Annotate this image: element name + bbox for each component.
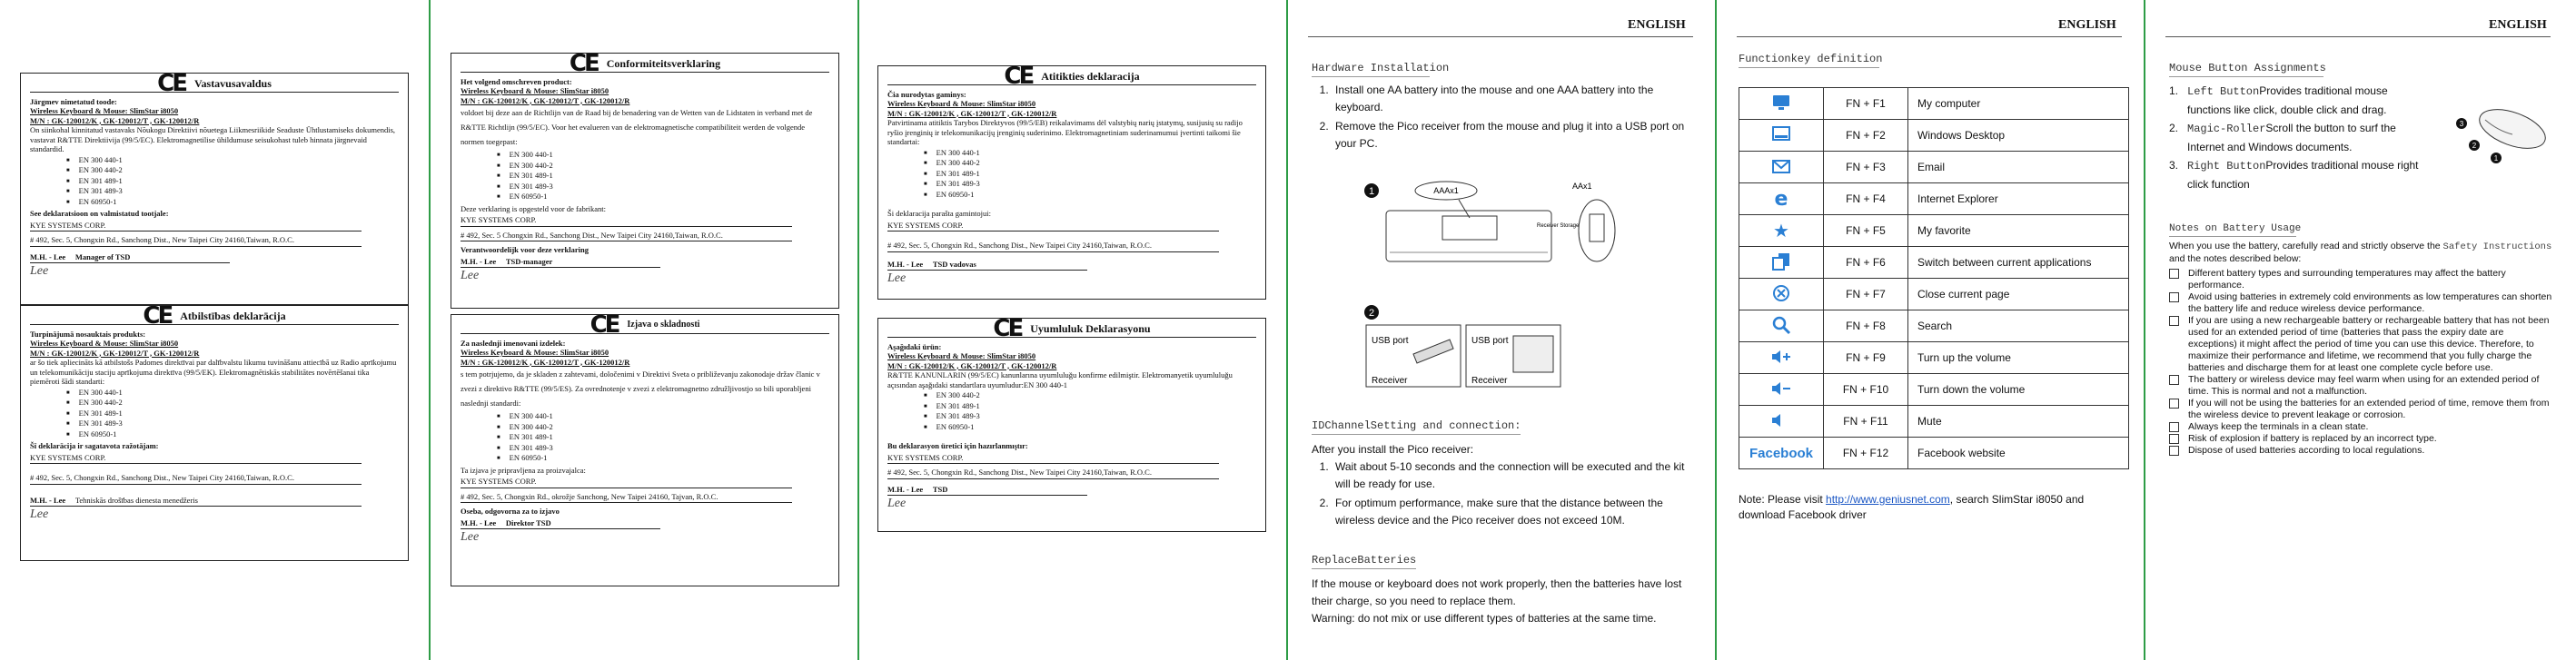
mute-icon: [1739, 406, 1824, 438]
company-address: # 492, Sec. 5, Chongxin Rd., okrožje Sanchong, New Taipei 24160, Tajvan, R.O.C.: [461, 492, 792, 504]
list-item: [2169, 398, 2554, 421]
signer-role: Manager of TSD: [74, 251, 131, 261]
internet-explorer-icon: [1739, 183, 1824, 215]
callout-number: 1: [2493, 154, 2499, 163]
function-description: My computer: [1908, 88, 2129, 120]
product-label: Čia nurodytas gaminys:: [887, 89, 966, 99]
list-item: [2169, 445, 2554, 457]
email-icon: [1739, 152, 1824, 183]
standard-item: ■ EN 300 440-2: [497, 422, 829, 433]
battery-note: If you will not be using the batteries for an extended period of time, remove them from the wireless device to prevent leakage or corrosion.: [2188, 398, 2550, 420]
button-name: Right Button: [2187, 160, 2266, 172]
function-key: FN + F1: [1824, 88, 1908, 120]
signature: Lee: [30, 507, 49, 521]
mouse-body-illustration: [2474, 102, 2551, 156]
standards-list: [497, 411, 829, 464]
function-key: FN + F6: [1824, 247, 1908, 279]
figure-number: 2: [1368, 308, 1375, 319]
company-address: # 492, Sec. 5, Chongxin Rd., Sanchong Dist., New Taipei City 24160,Taiwan, R.O.C.: [887, 468, 1219, 479]
panel-divider: [1715, 0, 1717, 660]
figure-number: 1: [1368, 186, 1375, 197]
function-key-table: [1739, 87, 2129, 469]
list-item: [2169, 433, 2554, 445]
ce-mark-icon: CE: [590, 311, 619, 339]
declaration-latvian: [20, 302, 409, 561]
function-description: Turn down the volume: [1908, 374, 2129, 406]
table-row: [1739, 279, 2129, 310]
declaration-title: Conformiteitsverklaring: [606, 57, 721, 70]
switch-app-icon: [1739, 247, 1824, 279]
mouse-diagram: [2452, 98, 2554, 171]
manufacturer-label: Ta izjava je pripravljena za proizvajalca:: [461, 465, 586, 475]
declaration-lithuanian: [877, 65, 1266, 300]
function-description: My favorite: [1908, 215, 2129, 247]
list-item: [2169, 268, 2554, 291]
connection-section: [1312, 441, 1693, 531]
signer-role: Tehniskās drošības dienesta menedžeris: [74, 495, 198, 505]
company-address: # 492, Sec. 5 Chongxin Rd., Sanchong Dist., New Taipei City 24160,Taiwan, R.O.C.: [461, 231, 792, 242]
function-key: FN + F10: [1824, 374, 1908, 406]
table-row: [1739, 215, 2129, 247]
standard-item: ■ EN 301 489-1: [924, 169, 1256, 180]
standard-item: ■ EN 300 440-2: [924, 158, 1256, 169]
standard-item: ■ EN 300 440-1: [66, 155, 399, 166]
function-description: Email: [1908, 152, 2129, 183]
function-description: Facebook website: [1908, 438, 2129, 469]
section-heading-mouse-buttons: Mouse Button Assignments: [2169, 62, 2326, 74]
company-name: KYE SYSTEMS CORP.: [30, 453, 362, 465]
desktop-icon: [1739, 120, 1824, 152]
ce-mark-icon: CE: [143, 302, 172, 330]
standard-item: ■ EN 300 440-2: [497, 161, 829, 172]
battery-note: If you are using a new rechargeable battery or rechargeable battery that has not been used for an extended period of time (batteries that pass the expiry date are exceptions) it might affect the period of time you can use this device. Therefore, to maximize their performance and lifetime, we recommend that you fully charge the batteries and discharge them for at least one complete cycle before use.: [2188, 315, 2550, 373]
standard-item: ■ EN 60950-1: [924, 422, 1256, 433]
product-label: Za naslednji imenovani izdelek:: [461, 338, 566, 348]
receiver-label: Receiver: [1372, 376, 1408, 386]
standard-item: ■ EN 300 440-2: [66, 165, 399, 176]
svg-text:★: ★: [1773, 219, 1789, 240]
company-address: # 492, Sec. 5, Chongxin Rd., Sanchong Dist., New Taipei City 24160,Taiwan, R.O.C.: [30, 473, 362, 485]
signer-role: TSD: [932, 484, 948, 494]
connection-step: 2. For optimum performance, make sure that the distance between the wireless device and the Pico receiver does not exceed 10M.: [1332, 495, 1693, 529]
checkbox-icon: [2169, 292, 2179, 302]
product-label: Turpinājumā nosauktais produkts:: [30, 329, 146, 339]
standard-item: ■ EN 301 489-3: [924, 411, 1256, 422]
function-key: FN + F11: [1824, 406, 1908, 438]
standard-item: ■ EN 300 440-2: [66, 398, 399, 409]
battery-compartment: [1442, 216, 1497, 240]
product-name: Wireless Keyboard & Mouse: SlimStar i8050: [30, 339, 179, 348]
product-name: Wireless Keyboard & Mouse: SlimStar i8050: [461, 86, 609, 95]
responsible-label: Verantwoordelijk voor deze verklaring: [461, 245, 589, 254]
signer-role: TSD-manager: [505, 256, 553, 266]
battery-note: Different battery types and surrounding temperatures may affect the battery performance.: [2188, 268, 2506, 291]
declaration-body: R&TTE KANUNLARIN (99/5/EC) kanunlarına uyumluluğu konfirme edilmiştir. Elektromanyetik uyumluluğu açısından aşağıdaki standartlara uyumludur:EN 300 440-1: [887, 370, 1233, 389]
callout-number: 2: [2472, 142, 2477, 150]
product-label: Järgmev nimetatud toode:: [30, 96, 117, 106]
manufacturer-label: Šī deklarācija ir sagatavota ražotājam:: [30, 441, 159, 450]
standard-item: ■ EN 301 489-1: [497, 432, 829, 443]
pc-side-illustration: [1513, 336, 1553, 372]
battery-intro: When you use the battery, carefully read and strictly observe the: [2169, 241, 2443, 251]
install-step: 1. Install one AA battery into the mouse and one AAA battery into the keyboard.: [1332, 82, 1693, 116]
battery-warning: Warning: do not mix or use different types of batteries at the same time.: [1312, 612, 1657, 625]
standard-item: ■ EN 60950-1: [497, 192, 829, 202]
function-key: FN + F5: [1824, 215, 1908, 247]
button-name: Left Button: [2187, 85, 2260, 98]
function-description: Search: [1908, 310, 2129, 342]
replace-batteries-text: If the mouse or keyboard does not work properly, then the batteries have lost their charge, so you need to replace them.: [1312, 577, 1682, 607]
standard-item: ■ EN 301 489-1: [66, 176, 399, 187]
standards-list: [924, 148, 1256, 201]
close-page-icon: [1739, 279, 1824, 310]
signer-name: M.H. - Lee: [461, 256, 497, 266]
function-description: Mute: [1908, 406, 2129, 438]
battery-notes: [2169, 241, 2554, 457]
model-number: M/N : GK-120012/K , GK-120012/T , GK-120012/R: [30, 348, 200, 358]
signer-name: M.H. - Lee: [461, 517, 497, 527]
section-heading-function-keys: Functionkey definition: [1739, 53, 1883, 65]
manufacturer-label: Ši deklaracija parašta gamintojui:: [887, 209, 992, 218]
ce-mark-icon: CE: [569, 50, 598, 77]
function-key: FN + F4: [1824, 183, 1908, 215]
declaration-body: s tem potrjujemo, da je skladen z zahtevami, določenimi v Direktivi Sveta o približevanju zakonodaje držav članic v zvezi z direktivo R&TTE (99/5/ES). Za ovrednotenje v zvezi z elektromagnetno združljivostjo so bili uporabljeni naslednji standardi:: [461, 369, 820, 408]
signature: Lee: [30, 264, 49, 278]
company-name: KYE SYSTEMS CORP.: [887, 221, 1219, 232]
section-heading-hardware-installation: Hardware Installation: [1312, 62, 1450, 74]
declaration-turkish: [877, 315, 1266, 532]
note-suffix: , search SlimStar i8050 and download Facebook driver: [1739, 493, 2085, 521]
declaration-body: Patvirtinama atitiktis Tarybos Direktyvos (99/5/EB) reikalavimams dėl valstybių narių įstatymų, susijusių su radijo ryšio įrenginių ir telekomunikacijų įrenginių suderinimo. Elektromagnetiniam suderinamumui įvertinti taikomi šie standartai:: [887, 118, 1243, 146]
laptop-side-illustration: [1413, 340, 1453, 363]
table-row: [1739, 342, 2129, 374]
standard-item: ■ EN 300 440-1: [66, 388, 399, 399]
svg-text:e: e: [1774, 187, 1788, 208]
replace-batteries-section: [1312, 576, 1693, 627]
company-name: KYE SYSTEMS CORP.: [30, 221, 362, 232]
battery-note: Always keep the terminals in a clean state.: [2188, 421, 2369, 432]
standards-list: [497, 150, 829, 202]
battery-installation-figure: [1359, 178, 1631, 278]
declaration-body: On siinkohal kinnitatud vastavaks Nõukogu Direktiivi nõuetega Liikmesriikide Seadustе Ühtlustamiseks dokumendis, vastavat R&TTE Direktiivija (99/5/EC). Elektromagnetilise ühildumuse seisukohast tuleb hinnata järgnevaid standardid.: [30, 125, 396, 153]
standard-item: ■ EN 301 489-1: [924, 401, 1256, 412]
facebook-icon: [1739, 438, 1824, 469]
receiver-label: Receiver: [1471, 376, 1508, 386]
usb-port-label: USB port: [1372, 336, 1409, 346]
panel-divider: [857, 0, 859, 660]
model-number: M/N : GK-120012/K , GK-120012/T , GK-120012/R: [461, 95, 630, 105]
table-row: [1739, 183, 2129, 215]
callout-number: 3: [2459, 120, 2464, 128]
declaration-title: Vastavusavaldus: [193, 77, 272, 90]
standard-item: ■ EN 300 440-1: [924, 148, 1256, 159]
note-prefix: Note: Please visit: [1739, 493, 1827, 506]
function-key: FN + F12: [1824, 438, 1908, 469]
product-name: Wireless Keyboard & Mouse: SlimStar i8050: [887, 351, 1036, 360]
model-number: M/N : GK-120012/K , GK-120012/T , GK-120012/R: [887, 108, 1057, 118]
product-name: Wireless Keyboard & Mouse: SlimStar i8050: [887, 99, 1036, 108]
function-description: Windows Desktop: [1908, 120, 2129, 152]
standard-item: ■ EN 60950-1: [66, 197, 399, 208]
usb-port-label: USB port: [1471, 336, 1509, 346]
model-number: M/N : GK-120012/K , GK-120012/T , GK-120012/R: [30, 115, 200, 125]
facebook-driver-note: [1739, 492, 2120, 523]
search-icon: [1739, 310, 1824, 342]
battery-note: Risk of explosion if battery is replaced by an incorrect type.: [2188, 433, 2437, 444]
table-row: [1739, 120, 2129, 152]
table-row: [1739, 152, 2129, 183]
ce-mark-icon: CE: [157, 70, 185, 97]
mouse-illustration: [1579, 200, 1615, 261]
standard-item: ■ EN 301 489-3: [66, 419, 399, 429]
connection-step: 1. Wait about 5-10 seconds and the connection will be executed and the kit will be ready for use.: [1332, 458, 1693, 493]
standard-item: ■ EN 300 440-1: [497, 150, 829, 161]
standard-item: ■ EN 301 489-3: [924, 179, 1256, 190]
product-label: Het volgend omschreven product:: [461, 76, 572, 86]
standard-item: ■ EN 301 489-3: [497, 182, 829, 192]
standard-item: ■ EN 301 489-3: [66, 186, 399, 197]
table-row: [1739, 406, 2129, 438]
facebook-logo-text: Facebook: [1749, 445, 1814, 461]
product-label: Aşağıdaki ürün:: [887, 341, 942, 351]
signer-name: M.H. - Lee: [30, 251, 66, 261]
battery-intro-end: and the notes described below:: [2169, 253, 2302, 264]
signature: Lee: [461, 269, 480, 282]
battery-note: Avoid using batteries in extremely cold environments as low temperatures can shorten the battery life and reduce wireless device performance.: [2188, 291, 2552, 314]
signer-name: M.H. - Lee: [30, 495, 66, 505]
model-number: M/N : GK-120012/K , GK-120012/T , GK-120012/R: [461, 357, 630, 367]
language-label: ENGLISH: [2489, 18, 2547, 32]
safety-instructions-ref: Safety Instructions: [2442, 241, 2552, 252]
function-description: Turn up the volume: [1908, 342, 2129, 374]
checkbox-icon: [2169, 446, 2179, 456]
table-row: [1739, 374, 2129, 406]
product-name: Wireless Keyboard & Mouse: SlimStar i8050: [461, 348, 609, 357]
signature: Lee: [461, 530, 480, 544]
standard-item: ■ EN 301 489-1: [497, 171, 829, 182]
declaration-title: Atbilstības deklarācija: [180, 310, 286, 322]
language-label: ENGLISH: [1628, 18, 1686, 32]
responsible-label: Oseba, odgovorna za to izjavo: [461, 507, 560, 516]
list-item: 3. Right ButtonProvides traditional mouse right click function: [2169, 159, 2419, 191]
favorite-star-icon: [1739, 215, 1824, 247]
function-description: Close current page: [1908, 279, 2129, 310]
signer-role: TSD vadovas: [932, 259, 976, 269]
checkbox-icon: [2169, 269, 2179, 279]
mouse-button-list: [2169, 82, 2432, 193]
company-address: # 492, Sec. 5, Chongxin Rd., Sanchong Dist., New Taipei City 24160,Taiwan, R.O.C.: [887, 241, 1219, 252]
standards-list: [66, 388, 399, 440]
declaration-dutch: [451, 50, 839, 309]
standard-item: ■ EN 301 489-1: [66, 409, 399, 419]
section-heading-replace-batteries: ReplaceBatteries: [1312, 554, 1417, 566]
keyboard-illustration: [1386, 211, 1551, 261]
checkbox-icon: [2169, 399, 2179, 409]
table-row: [1739, 438, 2129, 469]
standard-item: ■ EN 301 489-3: [497, 443, 829, 454]
table-row: [1739, 247, 2129, 279]
volume-down-icon: [1739, 374, 1824, 406]
list-item: [2169, 374, 2554, 398]
standard-item: ■ EN 60950-1: [66, 429, 399, 440]
aaa-battery-label: AAAx1: [1433, 186, 1459, 195]
checkbox-icon: [2169, 422, 2179, 432]
function-key: FN + F2: [1824, 120, 1908, 152]
standards-list: [924, 390, 1256, 432]
language-label: ENGLISH: [2058, 18, 2116, 32]
signature: Lee: [887, 271, 907, 285]
declaration-title: Uyumluluk Deklarasyonu: [1030, 322, 1151, 335]
signer-name: M.H. - Lee: [887, 484, 924, 494]
install-step: 2. Remove the Pico receiver from the mouse and plug it into a USB port on your PC.: [1332, 118, 1693, 153]
list-item: 2. Magic-RollerScroll the button to surf the Internet and Windows documents.: [2169, 122, 2396, 153]
manufacturer-label: Deze verklaring is opgesteld voor de fabrikant:: [461, 203, 607, 213]
company-name: KYE SYSTEMS CORP.: [887, 453, 1219, 465]
panel-divider: [1286, 0, 1288, 660]
list-item: 1. Left ButtonProvides traditional mouse functions like click, double click and drag.: [2169, 84, 2388, 116]
model-number: M/N : GK-120012/K , GK-120012/T , GK-120012/R: [887, 360, 1057, 370]
install-steps: [1312, 82, 1693, 154]
button-description: Provides traditional mouse functions like click, double click and drag.: [2187, 84, 2388, 116]
signature: Lee: [887, 497, 907, 510]
list-item: [2169, 421, 2554, 433]
standard-item: ■ EN 300 440-2: [924, 390, 1256, 401]
manufacturer-label: Bu deklarasyon üretici için hazırlanmıştır:: [887, 441, 1028, 450]
volume-up-icon: [1739, 342, 1824, 374]
list-item: [2169, 315, 2554, 374]
checkbox-icon: [2169, 316, 2179, 326]
checkbox-icon: [2169, 375, 2179, 385]
ce-mark-icon: CE: [993, 315, 1022, 342]
company-name: KYE SYSTEMS CORP.: [461, 215, 792, 227]
signer-role: Direktor TSD: [505, 517, 551, 527]
button-description: Provides traditional mouse right click function: [2187, 159, 2419, 191]
function-description: Switch between current applications: [1908, 247, 2129, 279]
declaration-slovenian: [451, 311, 839, 586]
company-address: # 492, Sec. 5, Chongxin Rd., Sanchong Dist., New Taipei City 24160,Taiwan, R.O.C.: [30, 235, 362, 247]
standard-item: ■ EN 60950-1: [924, 190, 1256, 201]
signer-name: M.H. - Lee: [887, 259, 924, 269]
declaration-body: voldoet bij deze aan de Richtlijn van de Raad bij de benadering van de Wetten van de Lidstaten in verband met de R&TTE Richtlijn (99/5/EC). Voor het evalueren van de elektromagnetische compatibiliteit werden de volgende normen toegepast:: [461, 108, 813, 146]
connection-intro: After you install the Pico receiver:: [1312, 443, 1474, 456]
table-row: [1739, 310, 2129, 342]
product-name: Wireless Keyboard & Mouse: SlimStar i8050: [30, 106, 179, 115]
table-row: [1739, 88, 2129, 120]
manufacturer-label: See deklaratsioon on valmistatud tootjale:: [30, 209, 169, 218]
usb-plug-figure: [1359, 300, 1577, 390]
ce-mark-icon: CE: [1004, 63, 1033, 90]
declaration-estonian: [20, 70, 409, 305]
computer-icon: [1739, 88, 1824, 120]
panel-divider: [2144, 0, 2145, 660]
checkbox-icon: [2169, 434, 2179, 444]
list-item: [2169, 291, 2554, 315]
aa-battery-label: AAx1: [1572, 182, 1592, 191]
function-key: FN + F8: [1824, 310, 1908, 342]
receiver-storage-label: Receiver Storage: [1537, 223, 1580, 229]
battery-note: Dispose of used batteries according to local regulations.: [2188, 445, 2425, 456]
geniusnet-link[interactable]: http://www.geniusnet.com: [1826, 493, 1950, 506]
standard-item: ■ EN 300 440-1: [497, 411, 829, 422]
battery-note: The battery or wireless device may feel warm when using for an extended period of time. This is normal and not a malfunction.: [2188, 374, 2540, 397]
function-description: Internet Explorer: [1908, 183, 2129, 215]
section-heading-connection: IDChannelSetting and connection:: [1312, 419, 1521, 432]
declaration-title: Izjava o skladnosti: [627, 320, 700, 330]
declaration-body: ar šo tiek apliecināts kā atbilstošs Padomes direktīvai par dalībvalstu likumu tuvināšanu attiecībā uz Radio aprīkojumu un telekomunikāciju staciju aprīkojuma direktīva (99/5/EK). Elektromagnētiskās stabilitātes novērtēšanai tika piemēroti šādi standarti:: [30, 358, 397, 386]
function-key: FN + F7: [1824, 279, 1908, 310]
function-key: FN + F9: [1824, 342, 1908, 374]
company-name: KYE SYSTEMS CORP.: [461, 477, 792, 488]
panel-divider: [429, 0, 431, 660]
standards-list: [66, 155, 399, 208]
function-key: FN + F3: [1824, 152, 1908, 183]
standard-item: ■ EN 60950-1: [497, 453, 829, 464]
button-name: Magic-Roller: [2187, 123, 2266, 135]
button-description: Scroll the button to surf the Internet and Windows documents.: [2187, 122, 2396, 153]
section-heading-battery-notes: Notes on Battery Usage: [2169, 223, 2302, 234]
declaration-title: Atitikties deklaracija: [1041, 70, 1140, 83]
